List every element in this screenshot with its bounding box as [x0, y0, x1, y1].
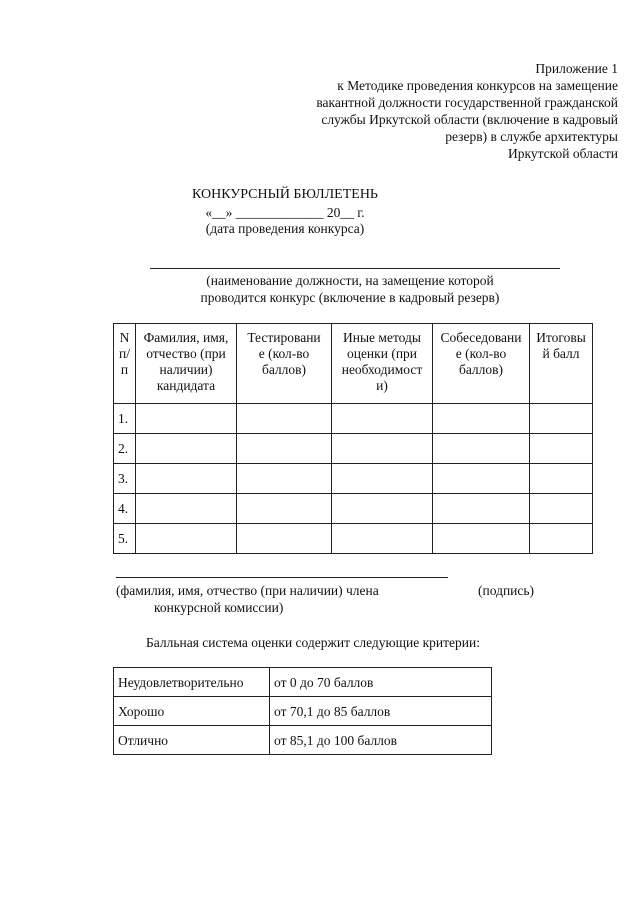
col-header-number: N п/ п — [114, 324, 136, 404]
cell-interview[interactable] — [433, 464, 530, 494]
member-caption-line: (фамилия, имя, отчество (при наличии) члена — [116, 583, 379, 598]
date-caption: (дата проведения конкурса) — [205, 221, 365, 236]
appendix-line: службы Иркутской области (включение в кадровый — [321, 112, 618, 127]
criteria-range: от 85,1 до 100 баллов — [270, 726, 492, 755]
cell-other-methods[interactable] — [332, 494, 433, 524]
ballot-title: КОНКУРСНЫЙ БЮЛЛЕТЕНЬ — [192, 187, 378, 202]
date-line: «__» _____________ 20__ г. — [205, 205, 365, 220]
cell-total[interactable] — [530, 494, 593, 524]
table-row — [114, 494, 593, 524]
cell-name[interactable] — [136, 464, 237, 494]
table-row — [114, 464, 593, 494]
table-header-row — [114, 324, 593, 404]
cell-other-methods[interactable] — [332, 404, 433, 434]
cell-name[interactable] — [136, 524, 237, 554]
row-number: 1. — [114, 404, 136, 434]
cell-testing[interactable] — [237, 404, 332, 434]
criteria-row — [114, 668, 492, 697]
member-name-caption — [116, 582, 416, 616]
cell-testing[interactable] — [237, 524, 332, 554]
position-blank-line — [150, 268, 560, 269]
candidates-table — [113, 323, 593, 554]
criteria-row — [114, 697, 492, 726]
col-header-name: Фамилия, имя, отчество (при наличии) кандидата — [136, 324, 237, 404]
score-criteria-table — [113, 667, 492, 755]
criteria-grade: Отлично — [114, 726, 270, 755]
signature-blank-line — [116, 577, 448, 578]
criteria-range: от 0 до 70 баллов — [270, 668, 492, 697]
criteria-grade: Неудовлетворительно — [114, 668, 270, 697]
cell-name[interactable] — [136, 434, 237, 464]
cell-interview[interactable] — [433, 434, 530, 464]
cell-interview[interactable] — [433, 524, 530, 554]
cell-name[interactable] — [136, 494, 237, 524]
criteria-grade: Хорошо — [114, 697, 270, 726]
appendix-line: Приложение 1 — [535, 61, 618, 76]
row-number: 4. — [114, 494, 136, 524]
cell-other-methods[interactable] — [332, 434, 433, 464]
appendix-line: Иркутской области — [507, 146, 618, 161]
cell-testing[interactable] — [237, 464, 332, 494]
table-row — [114, 524, 593, 554]
col-header-testing: Тестировани е (кол-во баллов) — [237, 324, 332, 404]
cell-other-methods[interactable] — [332, 464, 433, 494]
appendix-header — [238, 60, 618, 162]
appendix-line: вакантной должности государственной гражданской — [316, 95, 618, 110]
cell-interview[interactable] — [433, 404, 530, 434]
col-header-interview: Собеседовани е (кол-во баллов) — [433, 324, 530, 404]
cell-total[interactable] — [530, 404, 593, 434]
criteria-row — [114, 726, 492, 755]
cell-other-methods[interactable] — [332, 524, 433, 554]
row-number: 5. — [114, 524, 136, 554]
appendix-line: к Методике проведения конкурсов на замещение — [337, 78, 618, 93]
row-number: 3. — [114, 464, 136, 494]
criteria-intro: Балльная система оценки содержит следующие критерии: — [146, 635, 480, 650]
row-number: 2. — [114, 434, 136, 464]
position-caption-line: (наименование должности, на замещение которой — [206, 273, 494, 288]
cell-testing[interactable] — [237, 434, 332, 464]
criteria-range: от 70,1 до 85 баллов — [270, 697, 492, 726]
member-caption-line: конкурсной комиссии) — [154, 600, 284, 615]
position-caption — [130, 272, 570, 306]
position-caption-line: проводится конкурс (включение в кадровый резерв) — [200, 290, 500, 305]
cell-testing[interactable] — [237, 494, 332, 524]
cell-name[interactable] — [136, 404, 237, 434]
cell-total[interactable] — [530, 434, 593, 464]
cell-total[interactable] — [530, 464, 593, 494]
cell-total[interactable] — [530, 524, 593, 554]
table-row — [114, 404, 593, 434]
col-header-total: Итоговы й балл — [530, 324, 593, 404]
cell-interview[interactable] — [433, 494, 530, 524]
col-header-other-methods: Иные методы оценки (при необходимост и) — [332, 324, 433, 404]
signature-caption: (подпись) — [478, 583, 535, 598]
appendix-line: резерв) в службе архитектуры — [445, 129, 618, 144]
table-row — [114, 434, 593, 464]
